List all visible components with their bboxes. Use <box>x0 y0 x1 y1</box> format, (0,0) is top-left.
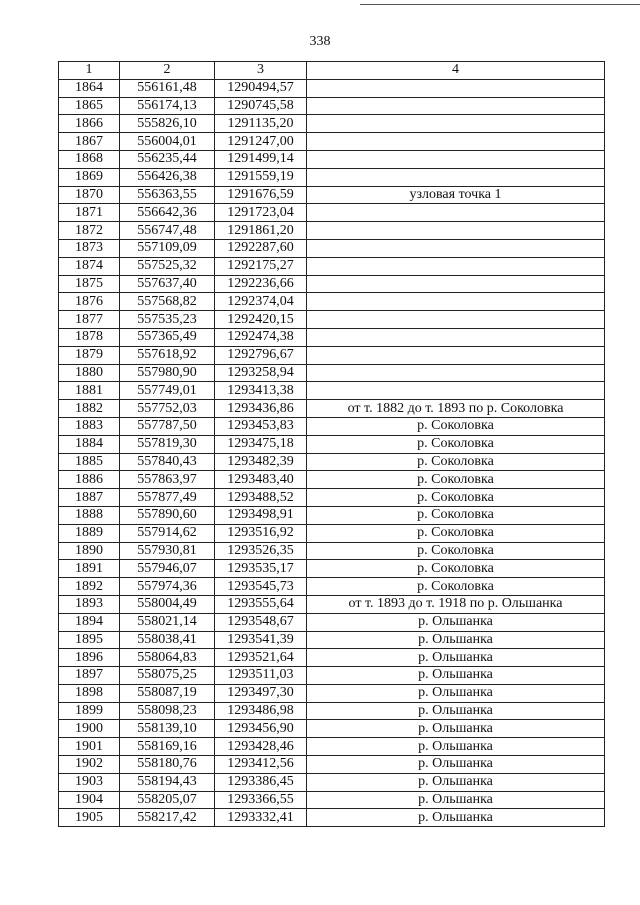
point-number-cell: 1901 <box>59 738 120 756</box>
table-row <box>59 346 605 364</box>
table-row <box>59 79 605 97</box>
point-number-cell: 1890 <box>59 542 120 560</box>
point-number-cell: 1899 <box>59 702 120 720</box>
description-cell: р. Соколовка <box>307 435 605 453</box>
x-coordinate-cell: 557618,92 <box>120 346 215 364</box>
x-coordinate-cell: 558021,14 <box>120 613 215 631</box>
description-cell: р. Ольшанка <box>307 791 605 809</box>
point-number-cell: 1876 <box>59 293 120 311</box>
table-row <box>59 293 605 311</box>
description-cell: р. Соколовка <box>307 417 605 435</box>
x-coordinate-cell: 558004,49 <box>120 595 215 613</box>
table-row <box>59 150 605 168</box>
point-number-cell: 1873 <box>59 239 120 257</box>
table-row <box>59 667 605 685</box>
y-coordinate-cell: 1293486,98 <box>215 702 307 720</box>
description-cell: р. Ольшанка <box>307 613 605 631</box>
y-coordinate-cell: 1293545,73 <box>215 578 307 596</box>
y-coordinate-cell: 1292236,66 <box>215 275 307 293</box>
y-coordinate-cell: 1291676,59 <box>215 186 307 204</box>
x-coordinate-cell: 557914,62 <box>120 524 215 542</box>
x-coordinate-cell: 557525,32 <box>120 257 215 275</box>
y-coordinate-cell: 1292474,38 <box>215 328 307 346</box>
point-number-cell: 1880 <box>59 364 120 382</box>
table-row <box>59 595 605 613</box>
point-number-cell: 1874 <box>59 257 120 275</box>
table-body <box>59 79 605 826</box>
description-cell <box>307 150 605 168</box>
table-row <box>59 489 605 507</box>
x-coordinate-cell: 557819,30 <box>120 435 215 453</box>
point-number-cell: 1870 <box>59 186 120 204</box>
x-coordinate-cell: 558180,76 <box>120 756 215 774</box>
point-number-cell: 1881 <box>59 382 120 400</box>
description-cell: р. Ольшанка <box>307 684 605 702</box>
y-coordinate-cell: 1292796,67 <box>215 346 307 364</box>
x-coordinate-cell: 558139,10 <box>120 720 215 738</box>
point-number-cell: 1897 <box>59 667 120 685</box>
description-cell: р. Соколовка <box>307 471 605 489</box>
table-row <box>59 542 605 560</box>
y-coordinate-cell: 1291247,00 <box>215 133 307 151</box>
x-coordinate-cell: 558169,16 <box>120 738 215 756</box>
column-header-x: 2 <box>120 62 215 80</box>
point-number-cell: 1866 <box>59 115 120 133</box>
y-coordinate-cell: 1293428,46 <box>215 738 307 756</box>
point-number-cell: 1903 <box>59 773 120 791</box>
y-coordinate-cell: 1292374,04 <box>215 293 307 311</box>
y-coordinate-cell: 1293498,91 <box>215 506 307 524</box>
table-row <box>59 257 605 275</box>
y-coordinate-cell: 1292287,60 <box>215 239 307 257</box>
point-number-cell: 1891 <box>59 560 120 578</box>
point-number-cell: 1895 <box>59 631 120 649</box>
x-coordinate-cell: 557637,40 <box>120 275 215 293</box>
description-cell <box>307 222 605 240</box>
table-row <box>59 435 605 453</box>
description-cell <box>307 311 605 329</box>
column-header-y: 3 <box>215 62 307 80</box>
table-row <box>59 382 605 400</box>
y-coordinate-cell: 1293482,39 <box>215 453 307 471</box>
y-coordinate-cell: 1291723,04 <box>215 204 307 222</box>
x-coordinate-cell: 558098,23 <box>120 702 215 720</box>
point-number-cell: 1868 <box>59 150 120 168</box>
table-row <box>59 275 605 293</box>
y-coordinate-cell: 1293456,90 <box>215 720 307 738</box>
description-cell <box>307 97 605 115</box>
point-number-cell: 1871 <box>59 204 120 222</box>
y-coordinate-cell: 1293436,86 <box>215 400 307 418</box>
point-number-cell: 1889 <box>59 524 120 542</box>
table-row <box>59 204 605 222</box>
x-coordinate-cell: 556642,36 <box>120 204 215 222</box>
description-cell <box>307 257 605 275</box>
y-coordinate-cell: 1293516,92 <box>215 524 307 542</box>
description-cell: р. Ольшанка <box>307 738 605 756</box>
y-coordinate-cell: 1293412,56 <box>215 756 307 774</box>
description-cell: р. Ольшанка <box>307 649 605 667</box>
description-cell: р. Ольшанка <box>307 773 605 791</box>
y-coordinate-cell: 1292420,15 <box>215 311 307 329</box>
table-row <box>59 168 605 186</box>
table-row <box>59 133 605 151</box>
point-number-cell: 1902 <box>59 756 120 774</box>
table-row <box>59 239 605 257</box>
column-header-description: 4 <box>307 62 605 80</box>
x-coordinate-cell: 558194,43 <box>120 773 215 791</box>
description-cell <box>307 293 605 311</box>
y-coordinate-cell: 1291861,20 <box>215 222 307 240</box>
table-row <box>59 684 605 702</box>
y-coordinate-cell: 1293521,64 <box>215 649 307 667</box>
point-number-cell: 1896 <box>59 649 120 667</box>
coordinates-table <box>58 61 605 827</box>
table-row <box>59 773 605 791</box>
description-cell: р. Соколовка <box>307 578 605 596</box>
x-coordinate-cell: 557877,49 <box>120 489 215 507</box>
description-cell: р. Ольшанка <box>307 702 605 720</box>
x-coordinate-cell: 558038,41 <box>120 631 215 649</box>
description-cell: р. Соколовка <box>307 560 605 578</box>
table-row <box>59 311 605 329</box>
y-coordinate-cell: 1293386,45 <box>215 773 307 791</box>
top-edge-rule <box>360 4 640 5</box>
description-cell <box>307 275 605 293</box>
x-coordinate-cell: 557980,90 <box>120 364 215 382</box>
point-number-cell: 1893 <box>59 595 120 613</box>
point-number-cell: 1875 <box>59 275 120 293</box>
table-row <box>59 115 605 133</box>
x-coordinate-cell: 556426,38 <box>120 168 215 186</box>
y-coordinate-cell: 1293332,41 <box>215 809 307 827</box>
point-number-cell: 1886 <box>59 471 120 489</box>
point-number-cell: 1869 <box>59 168 120 186</box>
x-coordinate-cell: 557840,43 <box>120 453 215 471</box>
point-number-cell: 1883 <box>59 417 120 435</box>
table-row <box>59 649 605 667</box>
point-number-cell: 1888 <box>59 506 120 524</box>
x-coordinate-cell: 557974,36 <box>120 578 215 596</box>
table-row <box>59 186 605 204</box>
description-cell <box>307 239 605 257</box>
table-row <box>59 791 605 809</box>
x-coordinate-cell: 556747,48 <box>120 222 215 240</box>
description-cell <box>307 133 605 151</box>
x-coordinate-cell: 556004,01 <box>120 133 215 151</box>
table-row <box>59 471 605 489</box>
table-row <box>59 631 605 649</box>
point-number-cell: 1894 <box>59 613 120 631</box>
x-coordinate-cell: 558205,07 <box>120 791 215 809</box>
table-row <box>59 400 605 418</box>
point-number-cell: 1887 <box>59 489 120 507</box>
description-cell: р. Соколовка <box>307 453 605 471</box>
table-row <box>59 738 605 756</box>
y-coordinate-cell: 1293497,30 <box>215 684 307 702</box>
table-row <box>59 364 605 382</box>
description-cell: р. Ольшанка <box>307 809 605 827</box>
description-cell <box>307 115 605 133</box>
description-cell <box>307 328 605 346</box>
y-coordinate-cell: 1293258,94 <box>215 364 307 382</box>
x-coordinate-cell: 556235,44 <box>120 150 215 168</box>
y-coordinate-cell: 1290494,57 <box>215 79 307 97</box>
description-cell: от т. 1882 до т. 1893 по р. Соколовка <box>307 400 605 418</box>
point-number-cell: 1864 <box>59 79 120 97</box>
table-row <box>59 809 605 827</box>
description-cell <box>307 346 605 364</box>
table-row <box>59 524 605 542</box>
description-cell: р. Соколовка <box>307 506 605 524</box>
column-header-point: 1 <box>59 62 120 80</box>
description-cell: р. Соколовка <box>307 489 605 507</box>
page-number: 338 <box>309 34 331 49</box>
point-number-cell: 1865 <box>59 97 120 115</box>
point-number-cell: 1892 <box>59 578 120 596</box>
x-coordinate-cell: 557568,82 <box>120 293 215 311</box>
table-header-row <box>59 62 605 80</box>
point-number-cell: 1900 <box>59 720 120 738</box>
description-cell <box>307 79 605 97</box>
point-number-cell: 1878 <box>59 328 120 346</box>
y-coordinate-cell: 1293453,83 <box>215 417 307 435</box>
y-coordinate-cell: 1293526,35 <box>215 542 307 560</box>
y-coordinate-cell: 1293555,64 <box>215 595 307 613</box>
y-coordinate-cell: 1293535,17 <box>215 560 307 578</box>
point-number-cell: 1905 <box>59 809 120 827</box>
y-coordinate-cell: 1290745,58 <box>215 97 307 115</box>
x-coordinate-cell: 557946,07 <box>120 560 215 578</box>
description-cell <box>307 382 605 400</box>
x-coordinate-cell: 557109,09 <box>120 239 215 257</box>
description-cell: от т. 1893 до т. 1918 по р. Ольшанка <box>307 595 605 613</box>
x-coordinate-cell: 557787,50 <box>120 417 215 435</box>
x-coordinate-cell: 557863,97 <box>120 471 215 489</box>
description-cell: р. Соколовка <box>307 542 605 560</box>
description-cell: р. Ольшанка <box>307 720 605 738</box>
y-coordinate-cell: 1291135,20 <box>215 115 307 133</box>
table-row <box>59 720 605 738</box>
y-coordinate-cell: 1293511,03 <box>215 667 307 685</box>
table-row <box>59 328 605 346</box>
y-coordinate-cell: 1291499,14 <box>215 150 307 168</box>
x-coordinate-cell: 557752,03 <box>120 400 215 418</box>
table-row <box>59 613 605 631</box>
description-cell: р. Ольшанка <box>307 631 605 649</box>
table-row <box>59 506 605 524</box>
x-coordinate-cell: 557930,81 <box>120 542 215 560</box>
y-coordinate-cell: 1291559,19 <box>215 168 307 186</box>
y-coordinate-cell: 1293541,39 <box>215 631 307 649</box>
x-coordinate-cell: 558064,83 <box>120 649 215 667</box>
x-coordinate-cell: 557365,49 <box>120 328 215 346</box>
description-cell: р. Соколовка <box>307 524 605 542</box>
table-row <box>59 560 605 578</box>
table-row <box>59 756 605 774</box>
point-number-cell: 1904 <box>59 791 120 809</box>
table-row <box>59 417 605 435</box>
x-coordinate-cell: 555826,10 <box>120 115 215 133</box>
y-coordinate-cell: 1293366,55 <box>215 791 307 809</box>
table-row <box>59 222 605 240</box>
description-cell: р. Ольшанка <box>307 667 605 685</box>
point-number-cell: 1884 <box>59 435 120 453</box>
y-coordinate-cell: 1293483,40 <box>215 471 307 489</box>
point-number-cell: 1885 <box>59 453 120 471</box>
description-cell <box>307 364 605 382</box>
table-row <box>59 578 605 596</box>
y-coordinate-cell: 1293413,38 <box>215 382 307 400</box>
description-cell: р. Ольшанка <box>307 756 605 774</box>
x-coordinate-cell: 558217,42 <box>120 809 215 827</box>
description-cell <box>307 204 605 222</box>
x-coordinate-cell: 558087,19 <box>120 684 215 702</box>
x-coordinate-cell: 557749,01 <box>120 382 215 400</box>
table-row <box>59 97 605 115</box>
x-coordinate-cell: 556161,48 <box>120 79 215 97</box>
point-number-cell: 1879 <box>59 346 120 364</box>
x-coordinate-cell: 557890,60 <box>120 506 215 524</box>
y-coordinate-cell: 1293548,67 <box>215 613 307 631</box>
point-number-cell: 1872 <box>59 222 120 240</box>
description-cell <box>307 168 605 186</box>
point-number-cell: 1882 <box>59 400 120 418</box>
x-coordinate-cell: 557535,23 <box>120 311 215 329</box>
y-coordinate-cell: 1292175,27 <box>215 257 307 275</box>
x-coordinate-cell: 556174,13 <box>120 97 215 115</box>
table-row <box>59 702 605 720</box>
point-number-cell: 1867 <box>59 133 120 151</box>
y-coordinate-cell: 1293488,52 <box>215 489 307 507</box>
x-coordinate-cell: 556363,55 <box>120 186 215 204</box>
x-coordinate-cell: 558075,25 <box>120 667 215 685</box>
description-cell: узловая точка 1 <box>307 186 605 204</box>
point-number-cell: 1877 <box>59 311 120 329</box>
point-number-cell: 1898 <box>59 684 120 702</box>
table-row <box>59 453 605 471</box>
y-coordinate-cell: 1293475,18 <box>215 435 307 453</box>
